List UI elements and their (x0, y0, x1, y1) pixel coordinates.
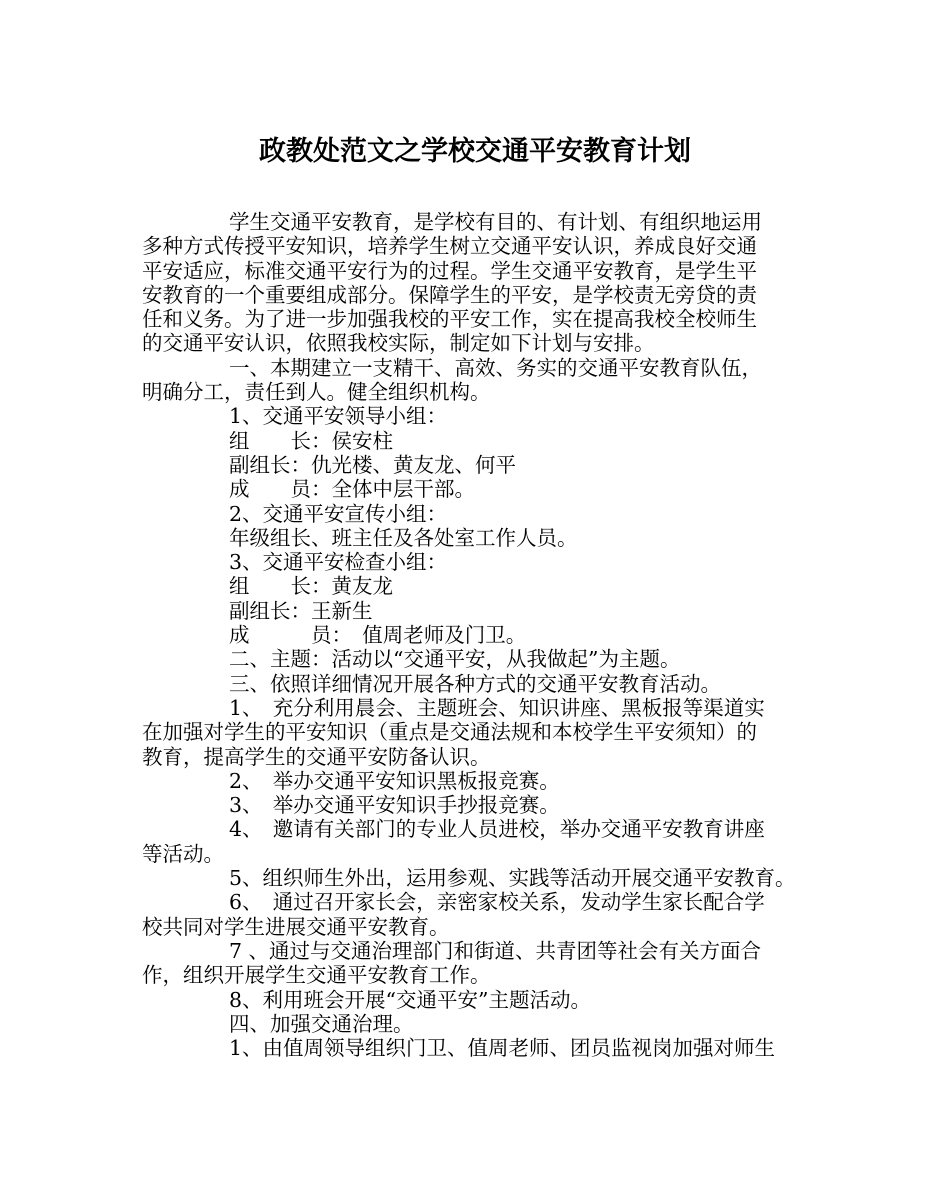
body-line: 6、 通过召开家长会，亲密家校关系，发动学生家长配合学 (229, 890, 765, 915)
document-body (142, 210, 822, 1060)
body-line: 一、本期建立一支精干、高效、务实的交通平安教育队伍， (229, 355, 762, 380)
body-line: 组 长：侯安柱 (229, 428, 393, 453)
document-title: 政教处范文之学校交通平安教育计划 (259, 136, 691, 167)
body-line: 3、 举办交通平安知识手抄报竞赛。 (229, 793, 560, 818)
body-line: 多种方式传授平安知识，培养学生树立交通平安认识，养成良好交通 (142, 234, 757, 259)
body-line: 作，组织开展学生交通平安教育工作。 (142, 963, 491, 988)
body-line: 学生交通平安教育，是学校有目的、有计划、有组织地运用 (229, 210, 762, 234)
body-line: 成 员： 值周老师及门卫。 (229, 623, 527, 648)
body-line: 5、组织师生外出，运用参观、实践等活动开展交通平安教育。 (229, 866, 796, 891)
body-line: 1、交通平安领导小组： (229, 404, 448, 429)
body-line: 7 、通过与交通治理部门和街道、共青团等社会有关方面合 (229, 938, 762, 963)
body-line: 校共同对学生进展交通平安教育。 (142, 914, 450, 939)
body-line: 明确分工，责任到人。健全组织机构。 (142, 380, 491, 405)
body-line: 成 员：全体中层干部。 (229, 477, 475, 502)
body-line: 三、依照详细情况开展各种方式的交通平安教育活动。 (229, 671, 721, 696)
body-line: 平安适应，标准交通平安行为的过程。学生交通平安教育，是学生平 (142, 258, 757, 283)
body-line: 8、利用班会开展“交通平安”主题活动。 (229, 987, 592, 1012)
body-line: 1、 充分利用晨会、主题班会、知识讲座、黑板报等渠道实 (229, 695, 765, 720)
body-line: 四、加强交通治理。 (229, 1011, 414, 1036)
body-line: 4、 邀请有关部门的专业人员进校，举办交通平安教育讲座 (229, 817, 765, 842)
body-line: 1、由值周领导组织门卫、值周老师、团员监视岗加强对师生 (229, 1036, 776, 1061)
body-line: 的交通平安认识，依照我校实际，制定如下计划与安排。 (142, 331, 655, 356)
body-line: 副组长：王新生 (229, 598, 373, 623)
body-line: 组 长：黄友龙 (229, 574, 393, 599)
body-line: 二、主题：活动以“交通平安，从我做起”为主题。 (229, 647, 681, 672)
body-line: 2、交通平安宣传小组： (229, 501, 448, 526)
body-line: 3、交通平安检查小组： (229, 550, 448, 575)
body-line: 在加强对学生的平安知识（重点是交通法规和本校学生平安须知）的 (142, 720, 757, 745)
body-line: 教育，提高学生的交通平安防备认识。 (142, 744, 491, 769)
body-line: 任和义务。为了进一步加强我校的平安工作，实在提高我校全校师生 (142, 307, 757, 332)
body-line: 副组长：仇光楼、黄友龙、何平 (229, 452, 516, 477)
body-line: 2、 举办交通平安知识黑板报竞赛。 (229, 768, 560, 793)
body-line: 等活动。 (142, 841, 224, 866)
body-line: 安教育的一个重要组成部分。保障学生的平安，是学校责无旁贷的责 (142, 282, 757, 307)
body-line: 年级组长、班主任及各处室工作人员。 (229, 525, 578, 550)
